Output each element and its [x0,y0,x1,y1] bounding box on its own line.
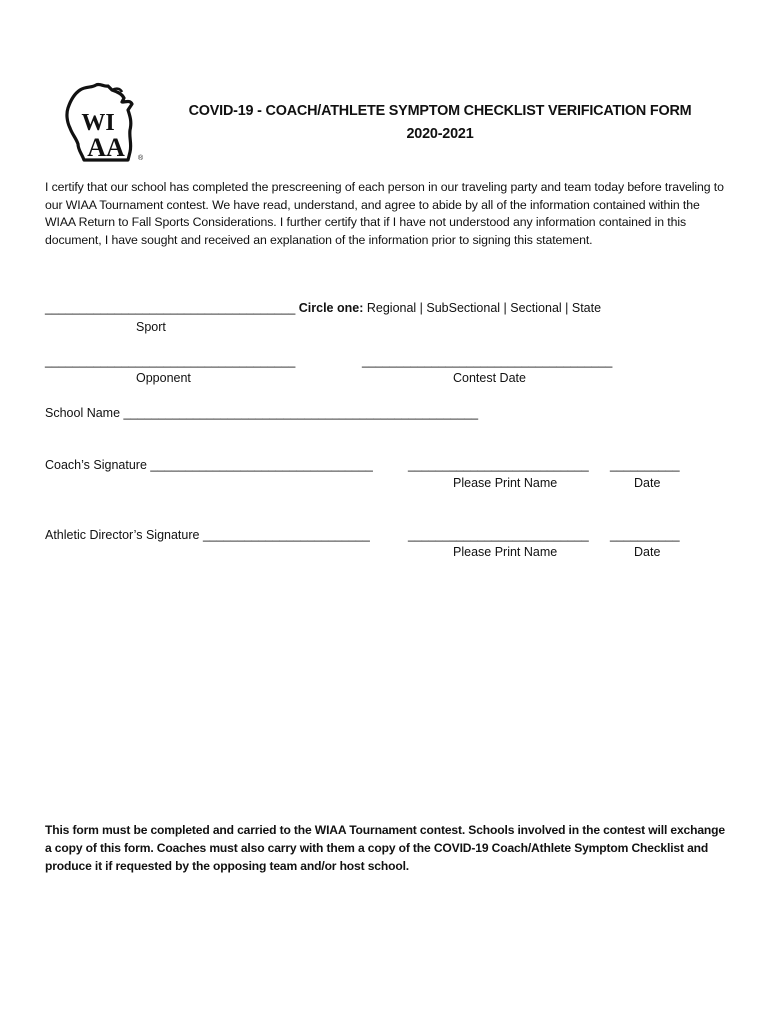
coach-signature-blank[interactable]: ________________________________ [150,458,373,472]
logo-registered-mark: ® [138,155,144,162]
ad-signature-blank[interactable]: ________________________ [202,528,370,542]
coach-date-blank[interactable]: __________ [610,458,680,472]
circle-one-label: Circle one: [298,301,364,315]
ad-signature-label: Athletic Director’s Signature [45,528,200,542]
sport-label: Sport [136,320,166,334]
ad-date-label: Date [634,545,661,559]
school-name-blank[interactable]: ___________________________________________________ [123,406,479,420]
school-name-label: School Name [45,406,121,420]
sport-blank[interactable]: ____________________________________ [45,301,296,315]
logo-text-bottom: AA [87,133,125,162]
opponent-blank[interactable]: ____________________________________ [45,354,296,368]
form-title: COVID-19 - COACH/ATHLETE SYMPTOM CHECKLIST VERIFICATION FORM [188,103,692,119]
coach-date-label: Date [634,476,661,490]
coach-print-name-blank[interactable]: __________________________ [408,458,589,472]
ad-print-name-label: Please Print Name [453,545,558,559]
wiaa-logo [62,82,144,166]
logo-text-top: WI [81,110,115,136]
footer-instructions: This form must be completed and carried to the WIAA Tournament contest. Schools involved in the contest will exchange a copy of this form. Coaches must also carry with them a copy of the COVID-19 Coach/Athlete Symptom Checklist and produce it if requested by the opposing team and/or host school. [45,823,725,873]
opponent-label: Opponent [136,371,191,385]
coach-signature-label: Coach’s Signature [45,458,147,472]
ad-print-name-blank[interactable]: __________________________ [408,528,589,542]
coach-print-name-label: Please Print Name [453,476,558,490]
form-year: 2020-2021 [406,126,474,142]
contest-date-blank[interactable]: ____________________________________ [362,354,613,368]
certification-paragraph: I certify that our school has completed the prescreening of each person in our traveling party and team today before traveling to our WIAA Tournament contest. We have read, understand, and agree to abide by all of the information contained within the WIAA Return to Fall Sports Considerations. I further certify that if I have not understood any information contained in this document, I have sought and received an explanation of the information prior to signing this statement. [45,180,724,247]
ad-date-blank[interactable]: __________ [610,528,680,542]
contest-date-label: Contest Date [453,371,526,385]
circle-one-options[interactable]: Regional | SubSectional | Sectional | State [366,301,602,315]
